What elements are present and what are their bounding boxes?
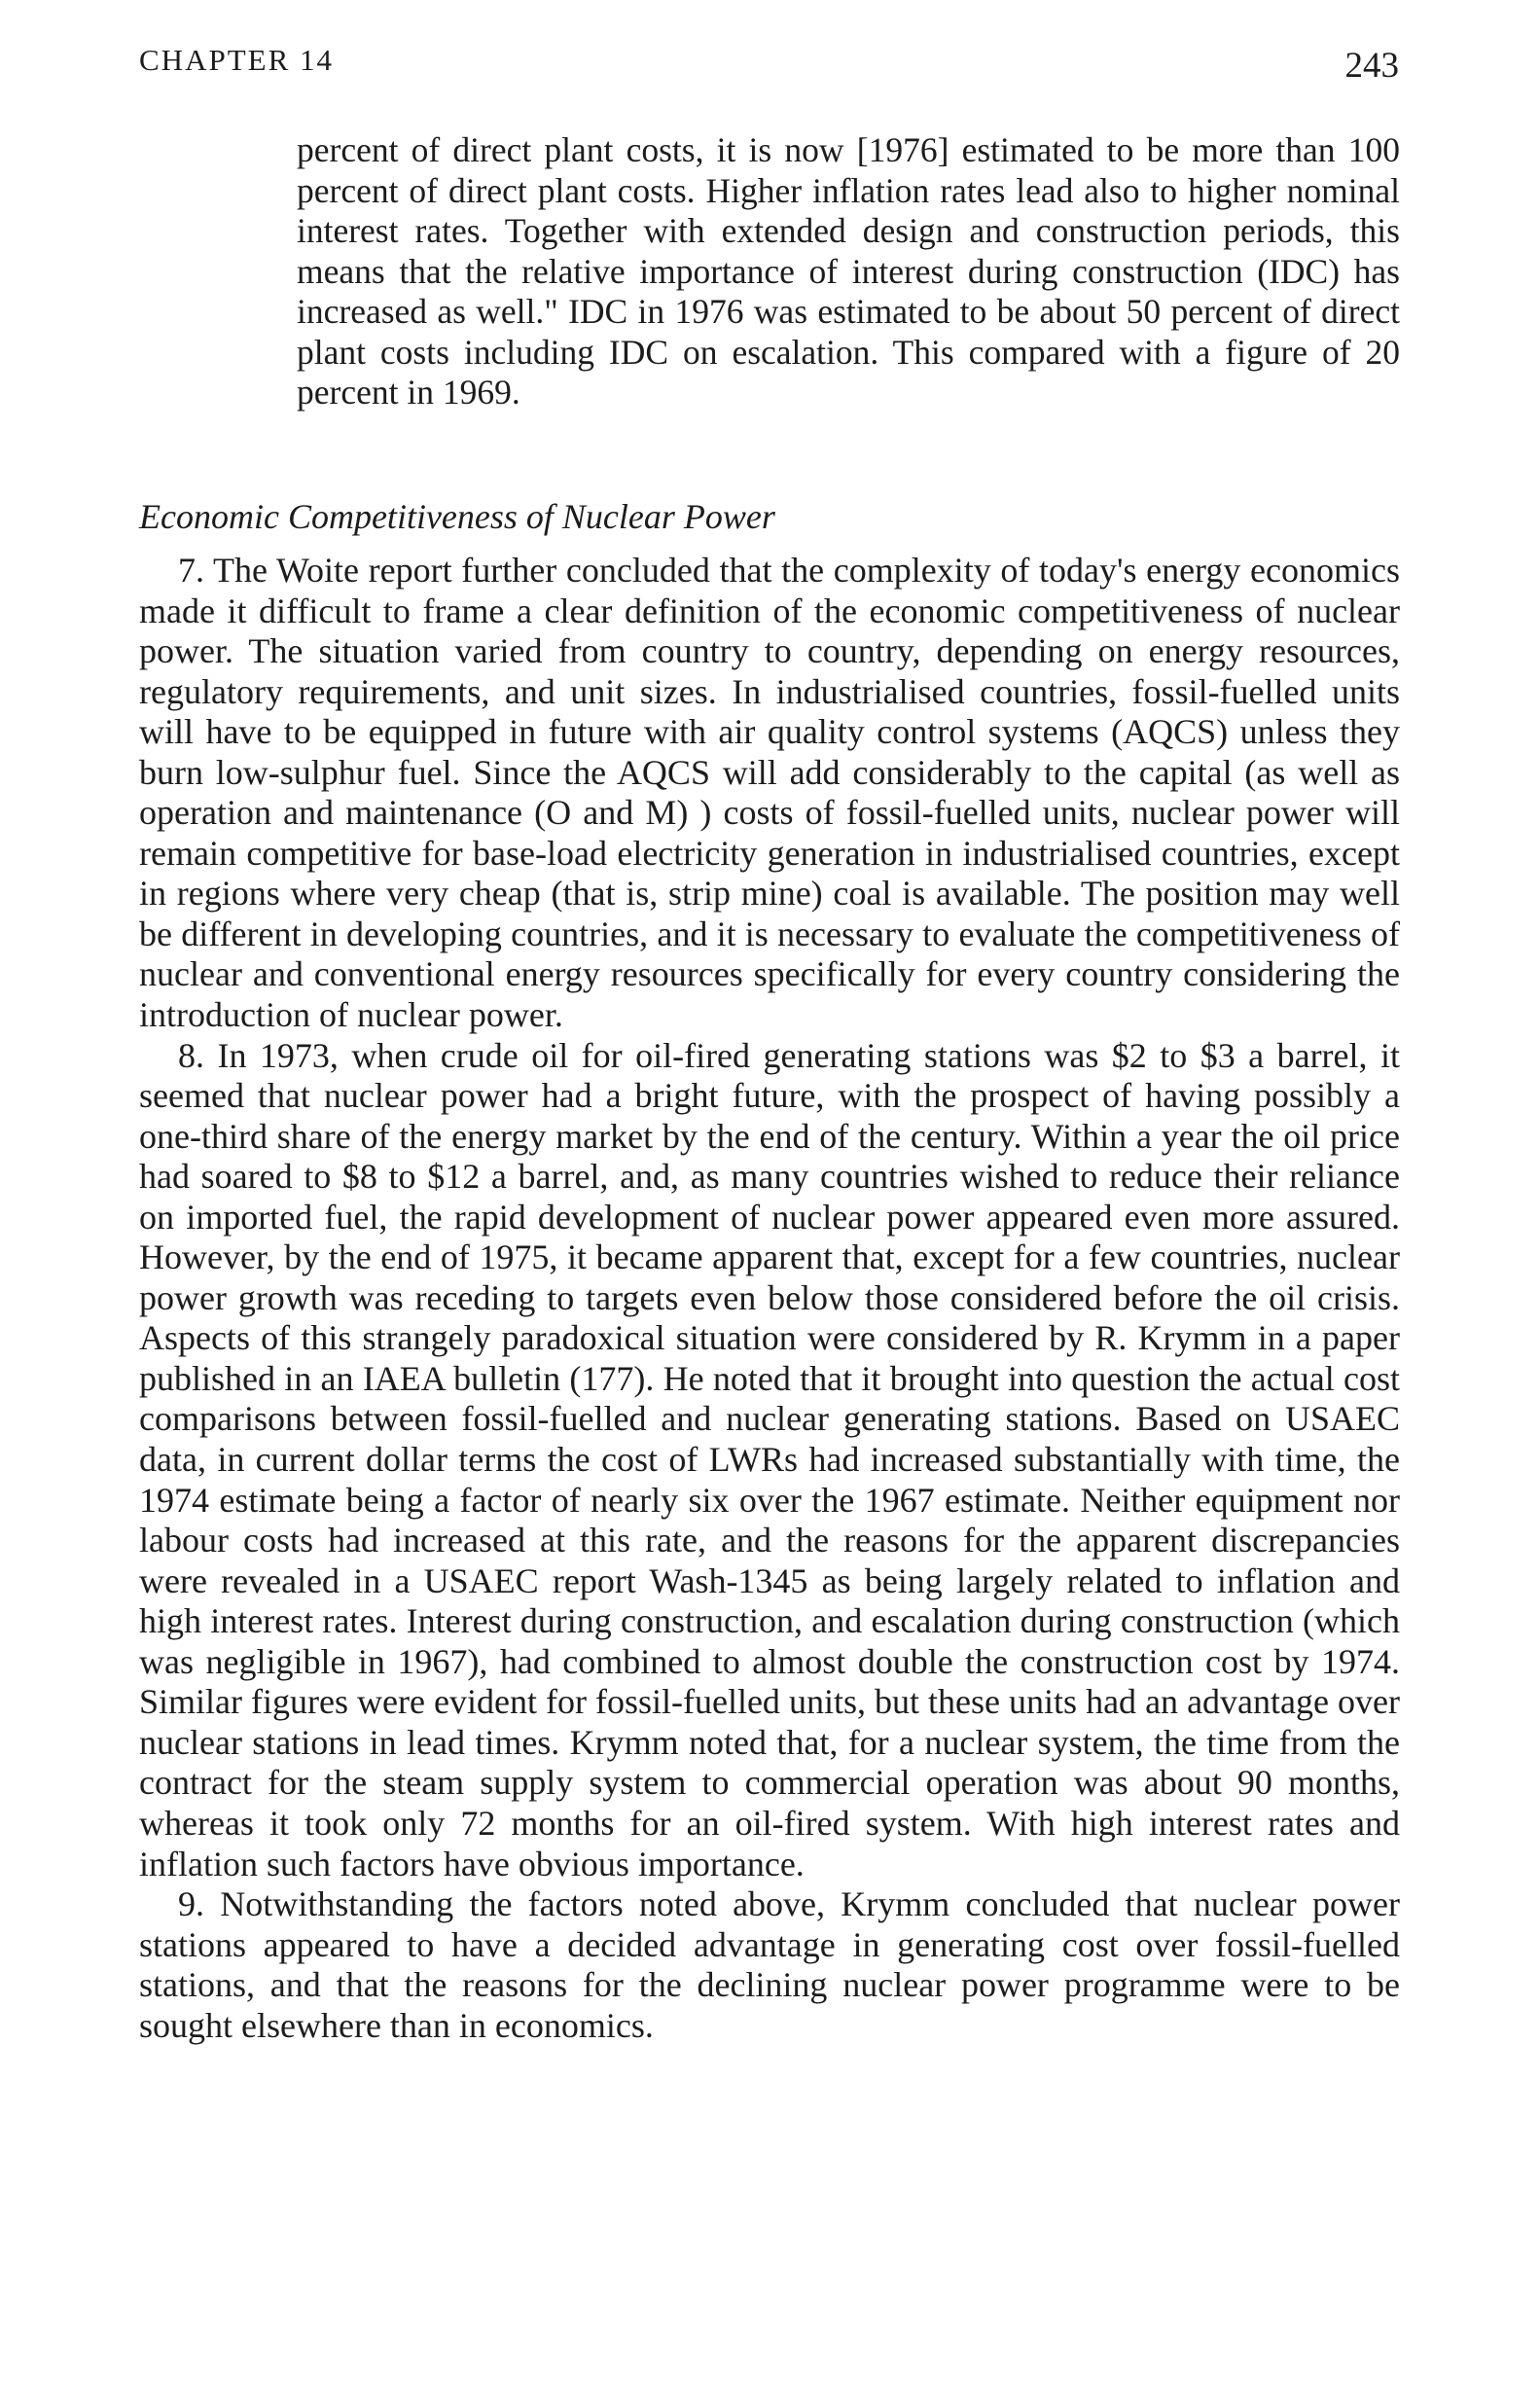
quoted-passage bbox=[297, 130, 1400, 413]
paragraph-7: 7. The Woite report further concluded that the complexity of today's energy economics made it difficult to frame a clear definition of the economic competitiveness of nuclear power. The situation varied from country to country, depending on energy resources, regulatory requirements, and unit sizes. In industrialised countries, fossil-fuelled units will have to be equipped in future with air quality control systems (AQCS) unless they burn low-sulphur fuel. Since the AQCS will add considerably to the capital (as well as operation and maintenance (O and M) ) costs of fossil-fuelled units, nuclear power will remain competitive for base-load electricity generation in industrialised countries, except in regions where very cheap (that is, strip mine) coal is available. The position may well be different in developing countries, and it is necessary to evaluate the competitiveness of nuclear and conventional energy resources specifically for every country considering the introduction of nuclear power. bbox=[139, 551, 1400, 1035]
page-number: 243 bbox=[1344, 46, 1399, 86]
paragraph-9: 9. Notwithstanding the factors noted above, Krymm concluded that nuclear power stations appeared to have a decided advantage in generating cost over fossil-fuelled stations, and that the reasons for the declining nuclear power programme were to be sought elsewhere than in economics. bbox=[139, 1884, 1400, 2045]
running-head: CHAPTER 14 bbox=[139, 43, 334, 77]
paragraph-8: 8. In 1973, when crude oil for oil-fired generating stations was $2 to $3 a barrel, it seemed that nuclear power had a bright future, with the prospect of having possibly a one-third share of the energy market by the end of the century. Within a year the oil price had soared to $8 to $12 a barrel, and, as many countries wished to reduce their reliance on imported fuel, the rapid development of nuclear power appeared even more assured. However, by the end of 1975, it became apparent that, except for a few countries, nuclear power growth was receding to targets even below those considered before the oil crisis. Aspects of this strangely paradoxical situation were considered by R. Krymm in a paper published in an IAEA bulletin (177). He noted that it brought into question the actual cost comparisons between fossil-fuelled and nuclear generating stations. Based on USAEC data, in current dollar terms the cost of LWRs had increased substantially with time, the 1974 estimate being a factor of nearly six over the 1967 estimate. Neither equipment nor labour costs had increased at this rate, and the reasons for the apparent discrepancies were revealed in a USAEC report Wash-1345 as being largely related to inflation and high interest rates. Interest during construction, and escalation during construction (which was negligible in 1967), had combined to almost double the construction cost by 1974. Similar figures were evident for fossil-fuelled units, but these units had an advantage over nuclear stations in lead times. Krymm noted that, for a nuclear system, the time from the contract for the steam supply system to commercial operation was about 90 months, whereas it took only 72 months for an oil-fired system. With high interest rates and inflation such factors have obvious importance. bbox=[139, 1035, 1400, 1883]
section-heading: Economic Competitiveness of Nuclear Power bbox=[139, 497, 775, 536]
quoted-paragraph: percent of direct plant costs, it is now [1976] estimated to be more than 100 percent of direct plant costs. Higher inflation rates lead also to higher nominal interest rates. Together with extended design and construction periods, this means that the relative importance of interest during construction (IDC) has increased as well." IDC in 1976 was estimated to be about 50 percent of direct plant costs including IDC on escalation. This compared with a figure of 20 percent in 1969. bbox=[297, 130, 1400, 412]
section-body bbox=[139, 551, 1400, 2046]
